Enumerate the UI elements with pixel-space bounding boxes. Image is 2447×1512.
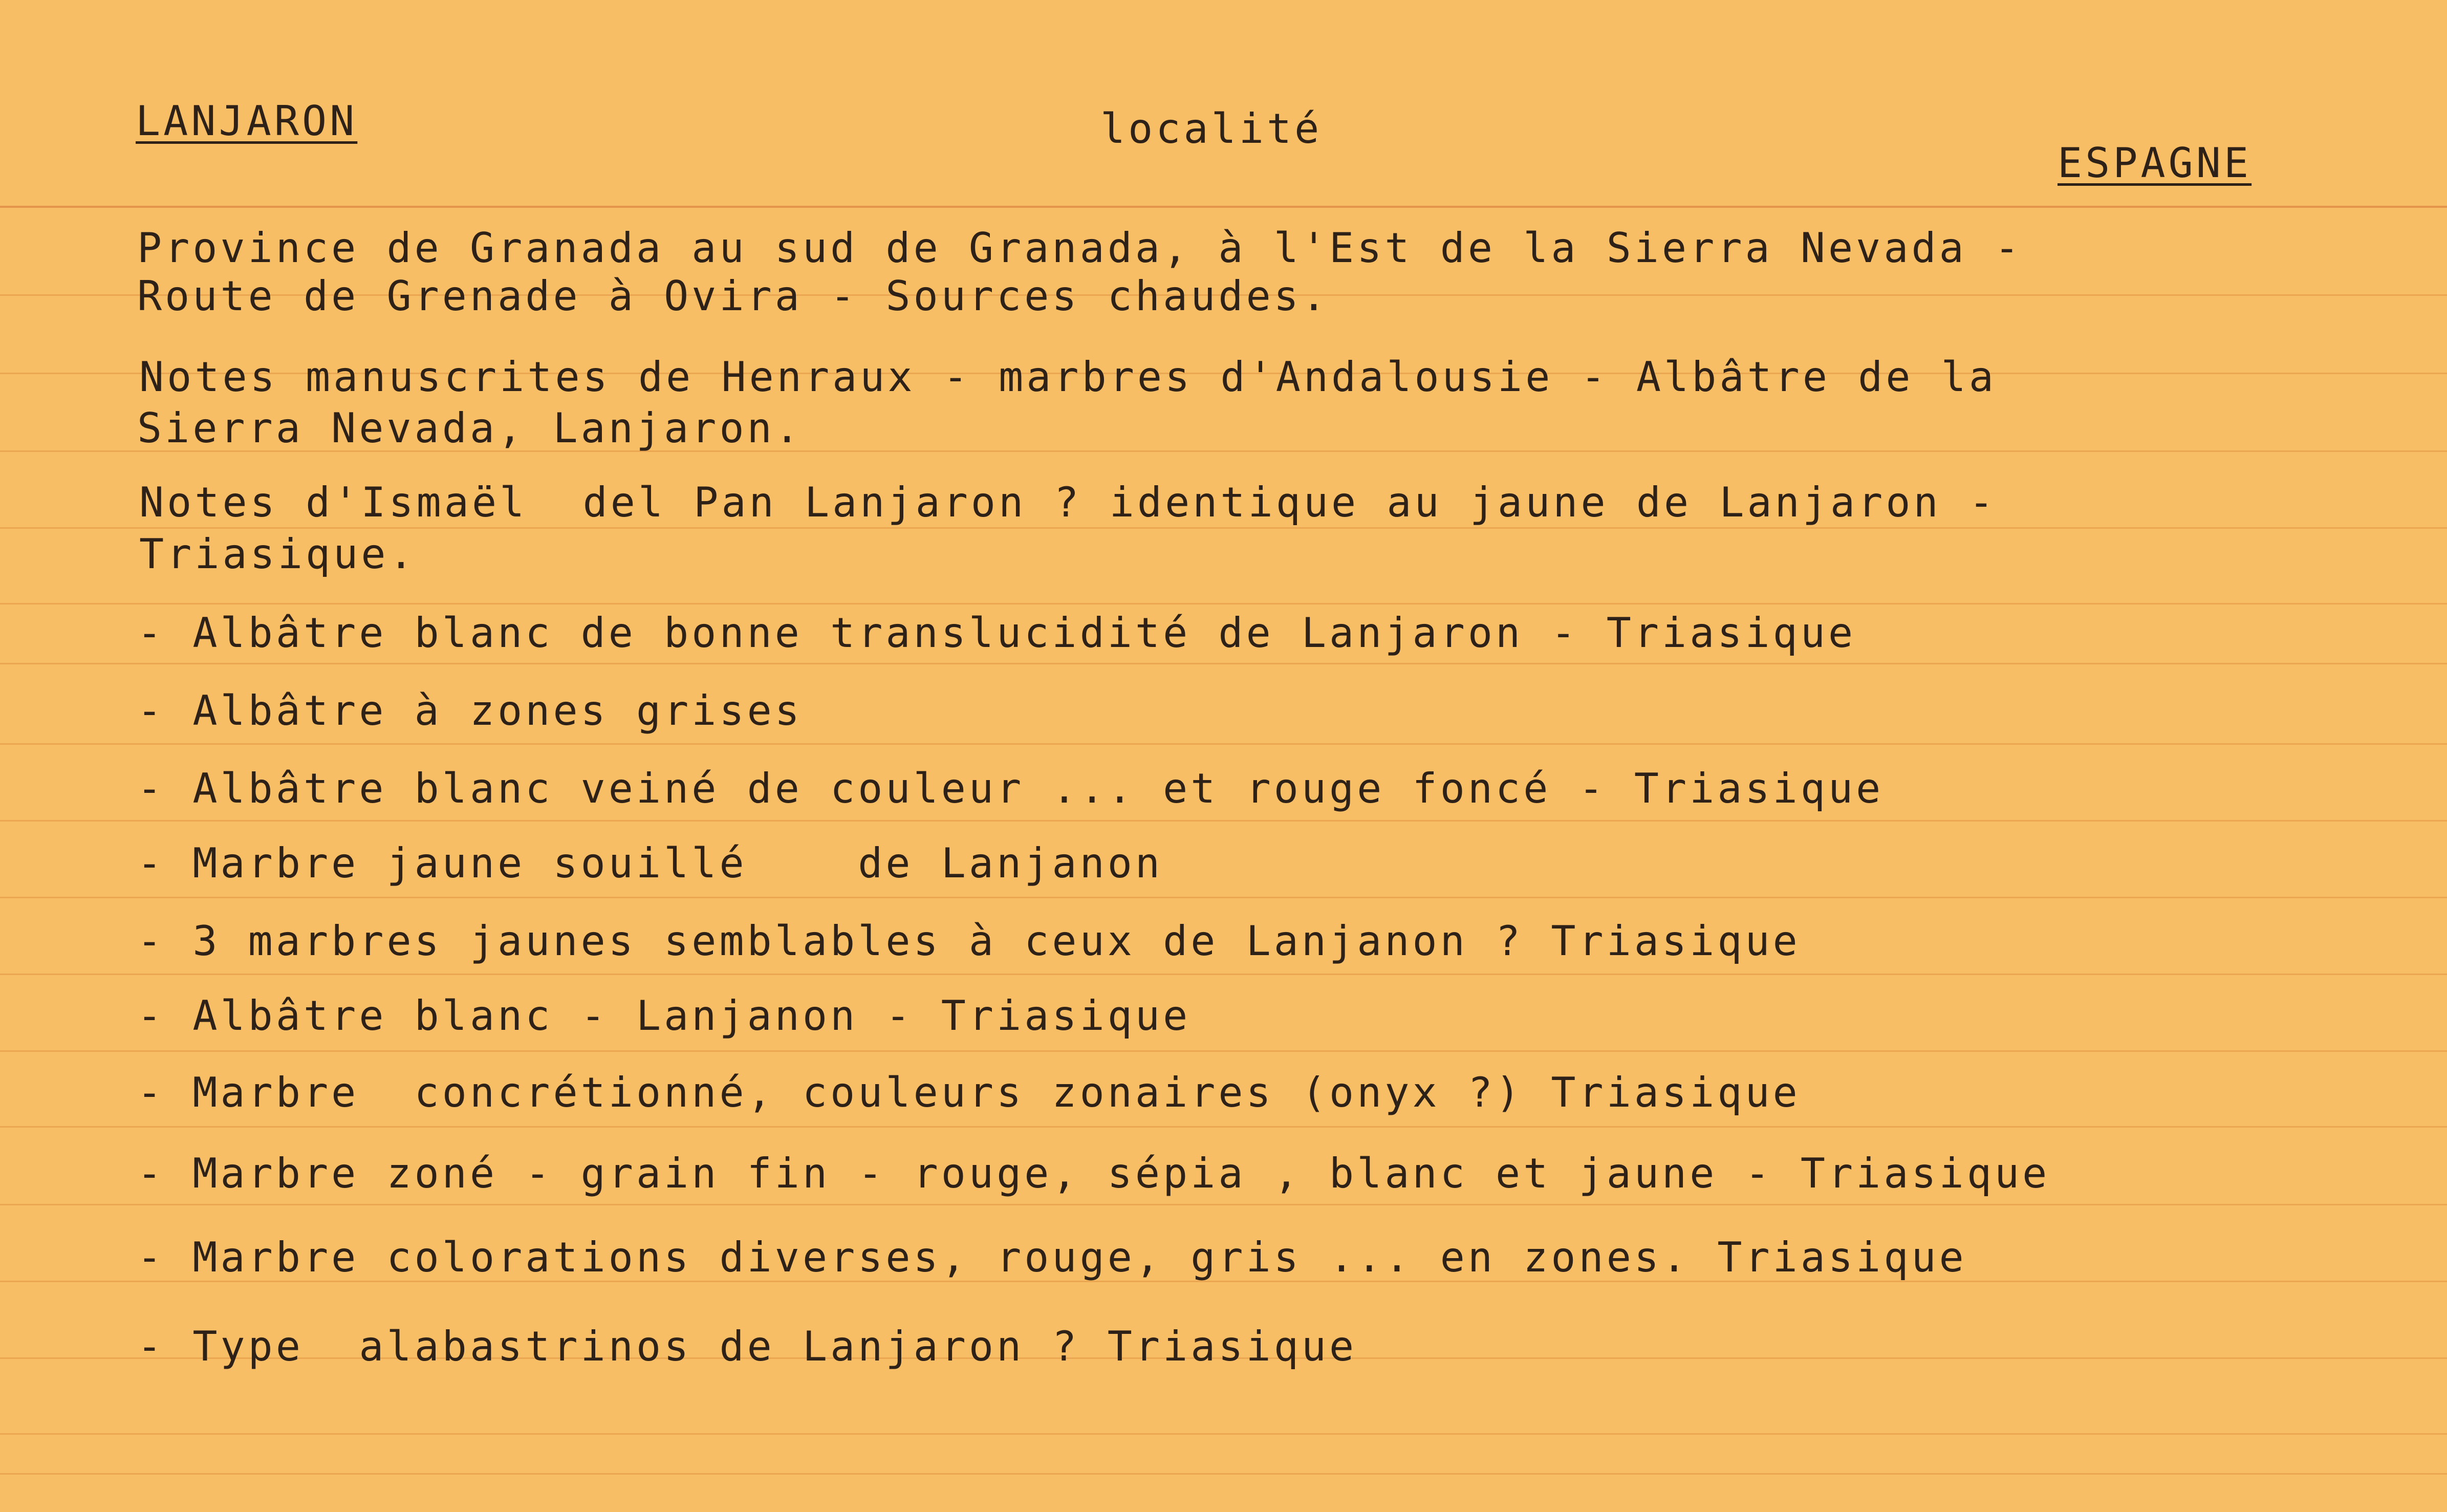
list-item: - Type alabastrinos de Lanjaron ? Triasique: [137, 1323, 1357, 1370]
list-item: - Albâtre blanc veiné de couleur ... et rouge foncé - Triasique: [137, 765, 1884, 812]
ruled-line: [0, 603, 2447, 604]
body-line: Province de Granada au sud de Granada, à l'Est de la Sierra Nevada -: [137, 224, 2023, 272]
ruled-line: [0, 1473, 2447, 1475]
ruled-line: [0, 1126, 2447, 1128]
ruled-line: [0, 1050, 2447, 1052]
body-line: Notes manuscrites de Henraux - marbres d'Andalousie - Albâtre de la: [139, 353, 1997, 401]
body-line: Triasique.: [139, 530, 417, 578]
list-item: - Marbre concrétionné, couleurs zonaires (onyx ?) Triasique: [137, 1069, 1801, 1116]
ruled-line: [0, 974, 2447, 975]
ruled-line: [0, 663, 2447, 664]
ruled-line: [0, 743, 2447, 745]
header-rule: [0, 206, 2447, 208]
locality-name: LANJARON: [136, 97, 358, 145]
ruled-line: [0, 1204, 2447, 1205]
body-line: Notes d'Ismaël del Pan Lanjaron ? identique au jaune de Lanjaron -: [139, 479, 1997, 526]
ruled-line: [0, 897, 2447, 898]
body-line: Route de Grenade à Ovira - Sources chaudes.: [137, 272, 1330, 320]
list-item: - Marbre colorations diverses, rouge, gris ... en zones. Triasique: [137, 1234, 1967, 1281]
list-item: - Albâtre blanc de bonne translucidité de Lanjaron - Triasique: [137, 609, 1856, 657]
ruled-line: [0, 1433, 2447, 1435]
ruled-line: [0, 527, 2447, 529]
body-line: Sierra Nevada, Lanjaron.: [137, 404, 803, 452]
list-item: - 3 marbres jaunes semblables à ceux de Lanjanon ? Triasique: [137, 917, 1801, 965]
record-type: localité: [1100, 105, 1323, 153]
list-item: - Albâtre blanc - Lanjanon - Triasique: [137, 992, 1191, 1040]
list-item: - Marbre jaune souillé de Lanjanon: [137, 839, 1163, 887]
ruled-line: [0, 820, 2447, 822]
country-name: ESPAGNE: [2058, 139, 2252, 187]
list-item: - Albâtre à zones grises: [137, 687, 803, 735]
list-item: - Marbre zoné - grain fin - rouge, sépia , blanc et jaune - Triasique: [137, 1150, 2050, 1197]
